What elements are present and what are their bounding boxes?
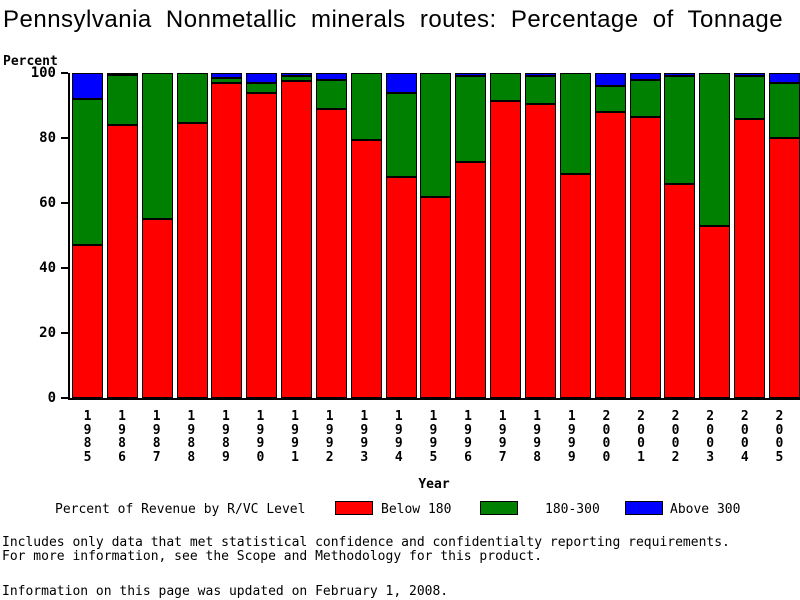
bar-1999 (560, 73, 591, 398)
x-tick-cell (383, 410, 414, 464)
bar-1993 (351, 73, 382, 398)
x-tick-labels (70, 410, 798, 464)
x-tick-cell (349, 410, 380, 464)
bar-segment-2002-below-180 (664, 184, 695, 399)
x-tick-label-1988: 1988 (187, 409, 196, 465)
y-tick-label-20: 20 (39, 325, 56, 341)
x-tick-label-1987: 1987 (152, 409, 161, 465)
x-tick-label-1991: 1991 (291, 409, 299, 465)
bar-segment-1994-180-300 (386, 93, 417, 178)
bar-2001 (630, 73, 661, 398)
x-tick-cell (280, 410, 311, 464)
x-tick-cell (522, 410, 553, 464)
x-tick-label-2002: 2002 (671, 409, 680, 465)
legend-label-below-180: Below 180 (381, 502, 452, 517)
x-tick-label-1985: 1985 (83, 409, 92, 465)
x-tick-label-2004: 2004 (740, 409, 749, 465)
chart-title: Pennsylvania Nonmetallic minerals routes: Percentage of Tonnage (3, 6, 784, 33)
bar-segment-2000-below-180 (595, 112, 626, 398)
footer-updated-line: Information on this page was updated on February 1, 2008. (2, 584, 449, 599)
x-tick-label-1997: 1997 (498, 409, 507, 465)
x-tick-label-2005: 2005 (775, 409, 784, 465)
bar-segment-1993-below-180 (351, 140, 382, 398)
x-tick-cell (695, 410, 726, 464)
legend-swatch-180-300 (480, 501, 518, 515)
bar-segment-1997-below-180 (490, 101, 521, 398)
x-tick-cell (487, 410, 518, 464)
bar-segment-2005-below-180 (769, 138, 800, 398)
x-tick-cell (591, 410, 622, 464)
legend-label-180-300: 180-300 (545, 502, 600, 517)
bar-1995 (420, 73, 451, 398)
x-tick-cell (418, 410, 449, 464)
bar-segment-1999-below-180 (560, 174, 591, 398)
bar-segment-1992-below-180 (316, 109, 347, 398)
x-tick-cell (729, 410, 760, 464)
bar-1988 (177, 73, 208, 398)
bar-segment-2004-below-180 (734, 119, 765, 399)
bar-segment-1990-180-300 (246, 83, 277, 93)
y-tick-label-100: 100 (30, 65, 56, 81)
bar-1998 (525, 73, 556, 398)
x-tick-cell (141, 410, 172, 464)
y-tick-mark (61, 397, 68, 399)
bar-2003 (699, 73, 730, 398)
x-tick-label-1993: 1993 (360, 409, 369, 465)
bar-segment-1985-above-300 (72, 73, 103, 99)
x-tick-label-2003: 2003 (706, 409, 715, 465)
bar-2000 (595, 73, 626, 398)
x-tick-label-1989: 1989 (221, 409, 230, 465)
bar-1990 (246, 73, 277, 398)
legend-title: Percent of Revenue by R/VC Level (55, 502, 306, 517)
bar-segment-1999-180-300 (560, 73, 591, 174)
bar-segment-2001-below-180 (630, 117, 661, 398)
bar-segment-1986-180-300 (107, 75, 138, 125)
x-tick-label-1999: 1999 (567, 409, 576, 465)
bar-1985 (72, 73, 103, 398)
x-tick-cell (245, 410, 276, 464)
bar-2004 (734, 73, 765, 398)
bar-segment-1990-below-180 (246, 93, 277, 399)
bar-segment-1995-below-180 (420, 197, 451, 399)
bar-1991 (281, 73, 312, 398)
y-tick-label-60: 60 (39, 195, 56, 211)
bar-segment-2005-180-300 (769, 83, 800, 138)
bar-1996 (455, 73, 486, 398)
x-tick-cell (176, 410, 207, 464)
x-tick-label-1986: 1986 (118, 409, 126, 465)
y-tick-mark (61, 202, 68, 204)
bar-segment-2002-180-300 (664, 76, 695, 183)
bar-segment-1998-below-180 (525, 104, 556, 398)
bar-segment-1992-180-300 (316, 80, 347, 109)
legend (0, 501, 800, 519)
bar-segment-1995-180-300 (420, 73, 451, 197)
x-tick-cell (210, 410, 241, 464)
y-tick-mark (61, 267, 68, 269)
bar-1989 (211, 73, 242, 398)
footer-note-line2: For more information, see the Scope and Methodology for this product. (2, 549, 543, 564)
y-tick-label-40: 40 (39, 260, 56, 276)
bar-1986 (107, 73, 138, 398)
bar-segment-1985-below-180 (72, 245, 103, 398)
y-tick-label-0: 0 (47, 390, 56, 406)
x-tick-label-2001: 2001 (637, 409, 645, 465)
y-tick-mark (61, 72, 68, 74)
x-tick-cell (314, 410, 345, 464)
x-tick-label-1995: 1995 (429, 409, 438, 465)
y-axis-title: Percent (3, 54, 58, 69)
bar-segment-2000-180-300 (595, 86, 626, 112)
x-tick-cell (660, 410, 691, 464)
bar-segment-1989-below-180 (211, 83, 242, 398)
footer-note-line1: Includes only data that met statistical confidence and confidentialty reporting requirements. (2, 535, 730, 550)
bar-segment-1987-180-300 (142, 73, 173, 219)
x-tick-label-1998: 1998 (533, 409, 542, 465)
x-tick-cell (764, 410, 795, 464)
legend-label-above-300: Above 300 (670, 502, 741, 517)
bar-segment-2003-180-300 (699, 73, 730, 226)
x-tick-cell (72, 410, 103, 464)
bar-2005 (769, 73, 800, 398)
bar-segment-1986-below-180 (107, 125, 138, 398)
bar-segment-2004-180-300 (734, 76, 765, 118)
bar-segment-2003-below-180 (699, 226, 730, 398)
bar-segment-2001-180-300 (630, 80, 661, 117)
y-tick-mark (61, 332, 68, 334)
bar-1992 (316, 73, 347, 398)
bar-segment-1998-180-300 (525, 76, 556, 104)
plot-area (68, 73, 800, 400)
y-tick-mark (61, 137, 68, 139)
bar-segment-2005-above-300 (769, 73, 800, 83)
x-tick-label-1992: 1992 (325, 409, 334, 465)
bar-segment-1988-180-300 (177, 73, 208, 123)
x-tick-cell (556, 410, 587, 464)
bar-segment-1988-below-180 (177, 123, 208, 398)
x-tick-label-2000: 2000 (602, 409, 611, 465)
bar-segment-1996-below-180 (455, 162, 486, 398)
bar-segment-1994-above-300 (386, 73, 417, 93)
x-tick-cell (626, 410, 657, 464)
bar-2002 (664, 73, 695, 398)
y-tick-label-80: 80 (39, 130, 56, 146)
legend-swatch-above-300 (625, 501, 663, 515)
bar-segment-1994-below-180 (386, 177, 417, 398)
bar-segment-1997-180-300 (490, 73, 521, 101)
x-tick-cell (453, 410, 484, 464)
x-axis-title: Year (418, 477, 450, 492)
x-tick-cell (107, 410, 138, 464)
bar-1994 (386, 73, 417, 398)
bar-segment-1996-180-300 (455, 76, 486, 162)
bar-segment-1990-above-300 (246, 73, 277, 83)
bar-segment-1985-180-300 (72, 99, 103, 245)
x-tick-label-1994: 1994 (394, 409, 403, 465)
bar-segment-2000-above-300 (595, 73, 626, 86)
x-tick-label-1990: 1990 (256, 409, 265, 465)
bar-segment-1993-180-300 (351, 73, 382, 140)
bar-1987 (142, 73, 173, 398)
x-tick-label-1996: 1996 (464, 409, 472, 465)
legend-swatch-below-180 (335, 501, 373, 515)
bar-segment-1991-below-180 (281, 81, 312, 398)
bar-segment-1987-below-180 (142, 219, 173, 398)
bar-1997 (490, 73, 521, 398)
